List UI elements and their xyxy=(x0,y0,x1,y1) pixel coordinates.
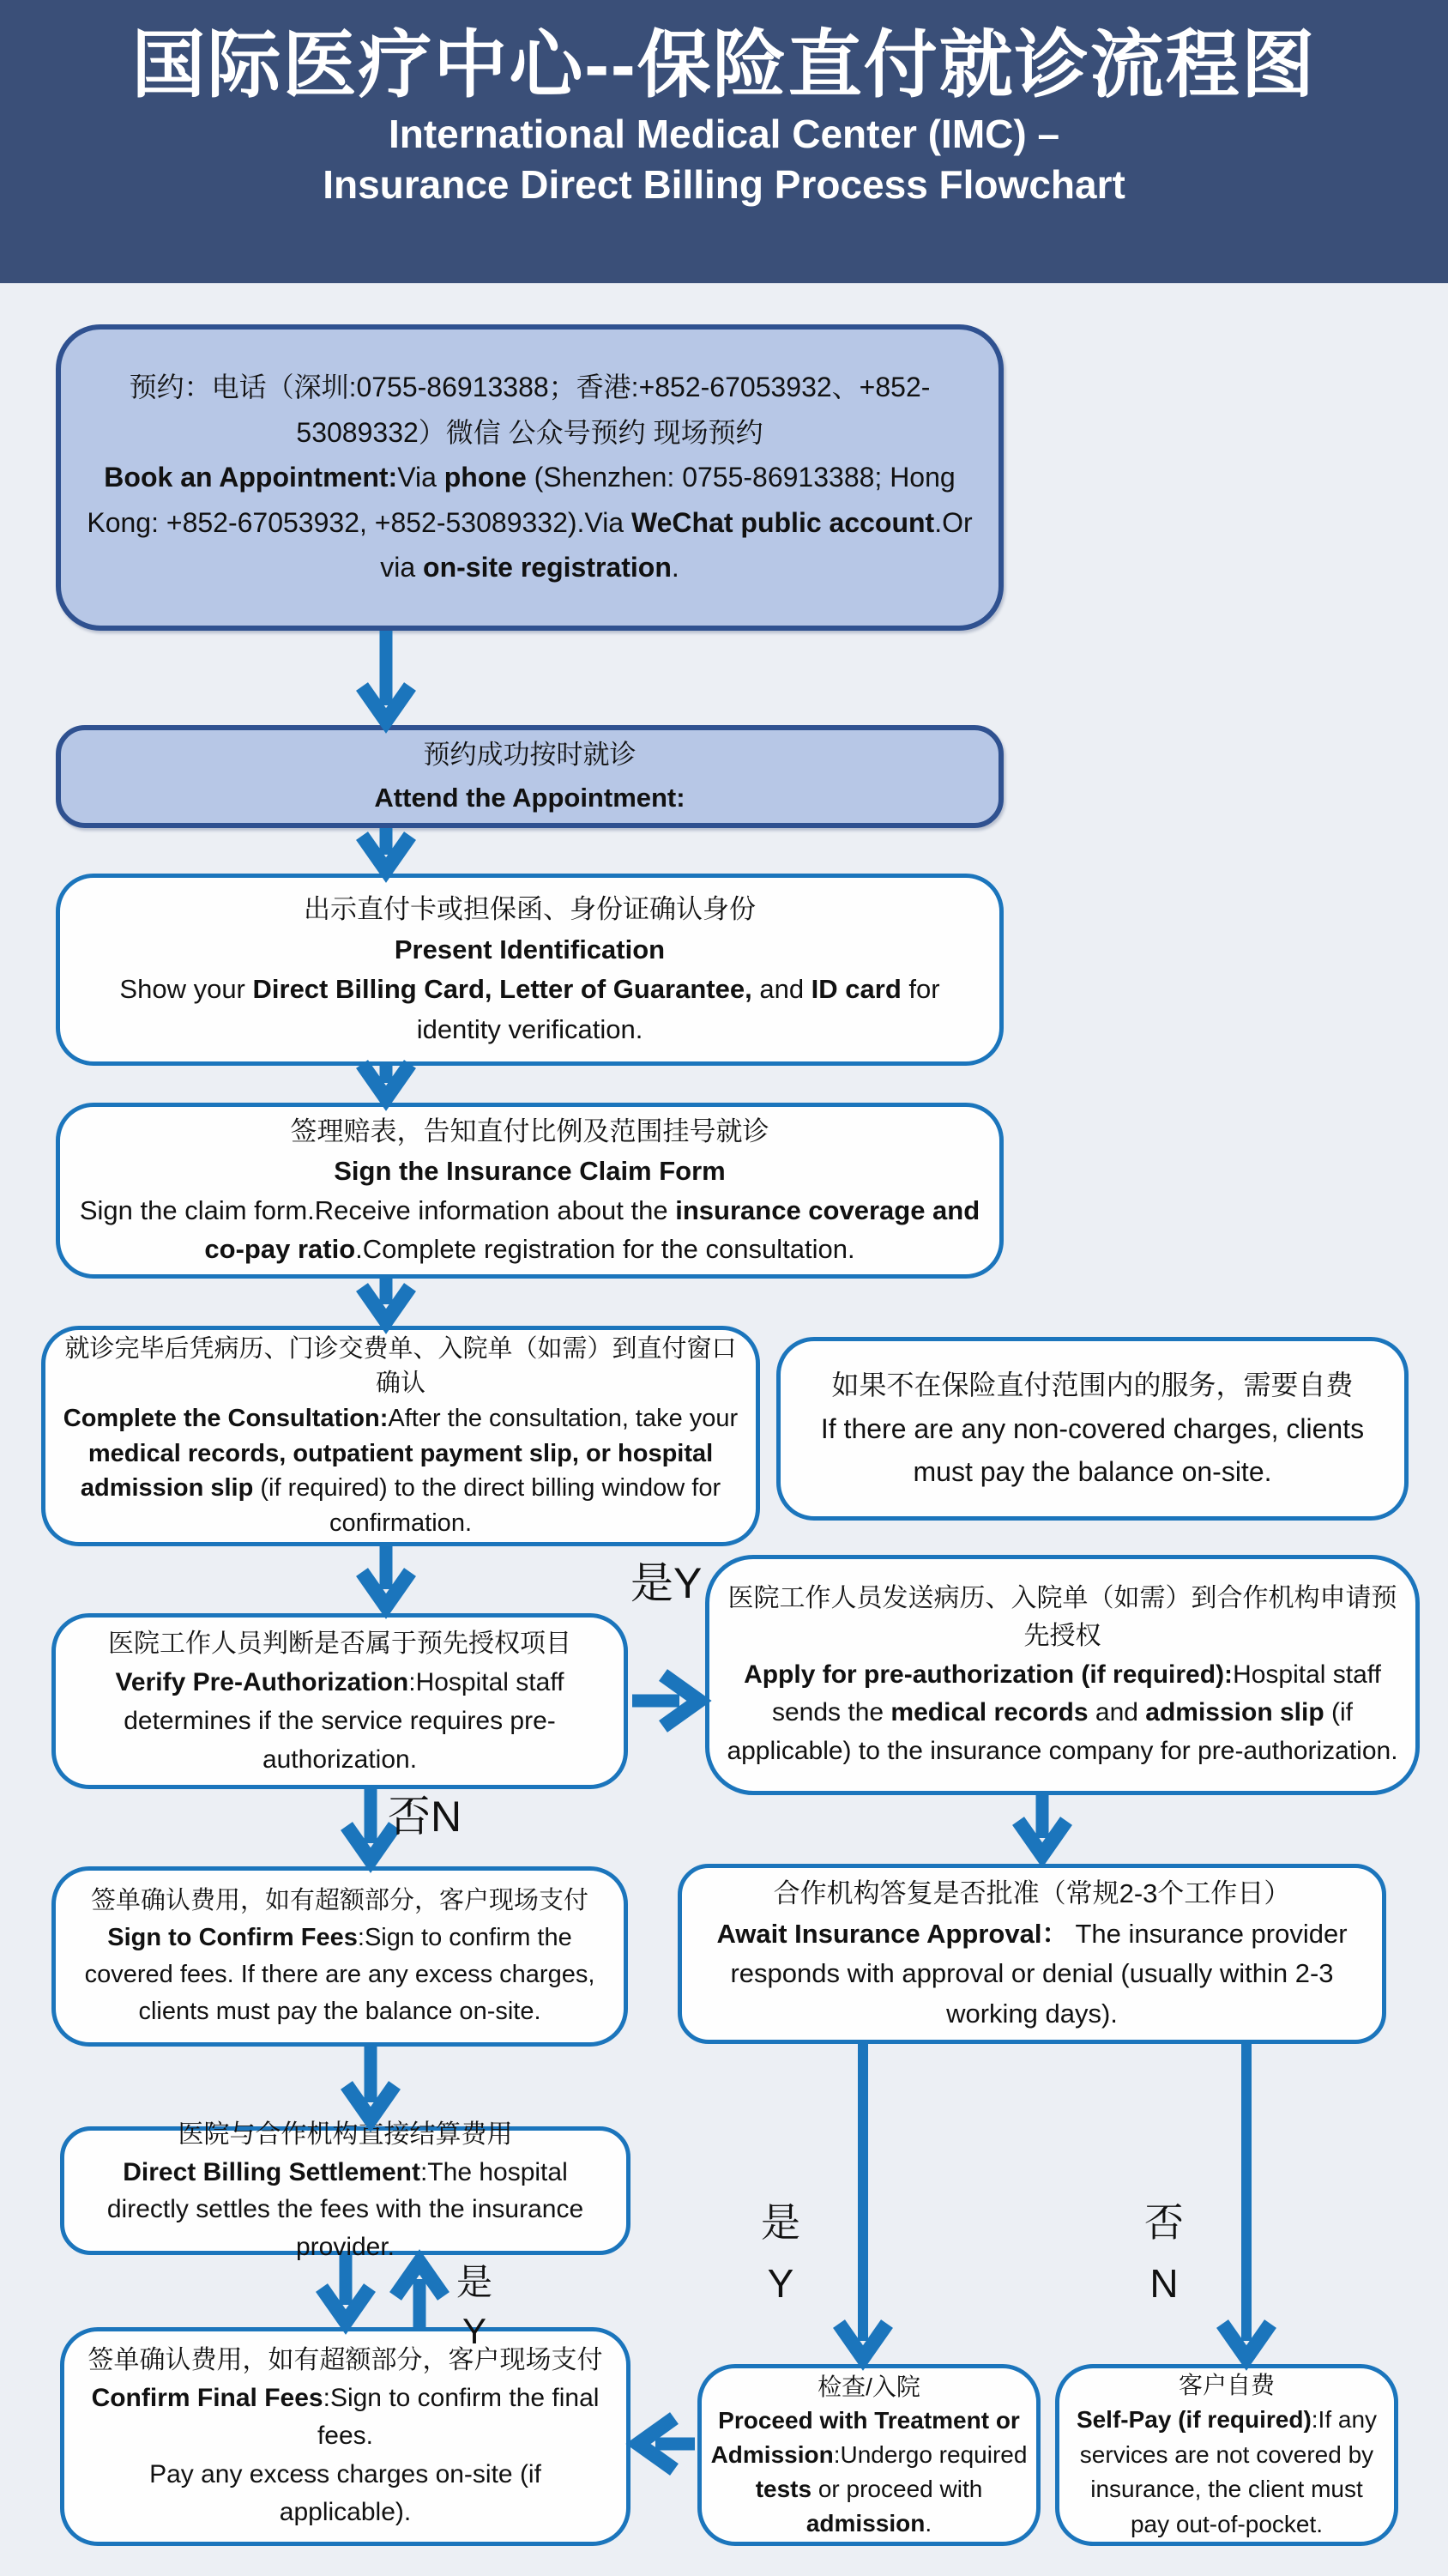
flow-box-verify-preauthorization xyxy=(51,1613,628,1789)
flow-box-sign-claim-form-text: 签理赔表，告知直付比例及范围挂号就诊 Sign the Insurance Claim Form Sign the claim form.Receive information about the insurance coverage and co-pay ratio.Complete registration for the consultation. xyxy=(79,1116,980,1265)
flow-box-sign-confirm-fees xyxy=(51,1866,628,2047)
label-approval-yes xyxy=(733,2192,828,2315)
flow-box-non-covered-note-text: 如果不在保险直付范围内的服务，需要自费 If there are any non-covered charges, clients must pay the balance on-site. xyxy=(820,1370,1365,1488)
label-approval-yes-en: Y xyxy=(767,2261,794,2307)
flow-box-direct-billing-settlement xyxy=(60,2120,630,2261)
arrow-verify-yes-right xyxy=(632,1675,699,1726)
arrow-signfees-to-settlement xyxy=(347,2047,395,2119)
arrow-await-yes-to-proceed xyxy=(839,2044,887,2358)
arrow-await-no-to-selfpay xyxy=(1222,2044,1270,2358)
label-approval-no-zh: 否 xyxy=(1144,2200,1184,2245)
flow-box-direct-billing-settlement-text: 医院与合作机构直接结算费用 Direct Billing Settlement:The hospital directly settles the fees with the insurance provider. xyxy=(106,2120,584,2261)
label-approval-no xyxy=(1117,2192,1211,2315)
flow-box-sign-confirm-fees-text: 签单确认费用，如有超额部分，客户现场支付 Sign to Confirm Fees:Sign to confirm the covered fees. If there are any excess charges, clients must pay the balance on-site. xyxy=(84,1887,595,2025)
flow-box-proceed-treatment-admission xyxy=(697,2364,1041,2546)
flow-box-attend-appointment-text: 预约成功按时就诊 Attend the Appointment: xyxy=(374,740,685,813)
arrow-attend-to-present xyxy=(362,828,410,870)
arrow-proceed-to-final-left xyxy=(638,2418,695,2470)
flow-box-sign-claim-form xyxy=(56,1103,1004,1279)
arrow-book-to-attend xyxy=(362,631,410,721)
label-approval-no-en: N xyxy=(1149,2261,1179,2307)
flow-box-self-pay xyxy=(1055,2364,1398,2546)
page-title-en-line2: Insurance Direct Billing Process Flowchart xyxy=(323,162,1125,208)
label-preauth-yes: 是Y xyxy=(630,1559,703,1607)
label-settlement-yes-zh: 是 xyxy=(456,2262,492,2302)
flow-box-present-identification-text: 出示直付卡或担保函、身份证确认身份 Present Identification Show your Direct Billing Card, Letter of Guarantee, and ID card for identity verification. xyxy=(119,894,940,1044)
flow-box-complete-consultation-text: 就诊完毕后凭病历、门诊交费单、入院单（如需）到直付窗口确认 Complete the Consultation:After the consultation, take your medical records, outpatient payment slip, or hospital admission slip (if required) to the direct billing window for confirmation. xyxy=(63,1334,739,1537)
flow-box-self-pay-text: 客户自费 Self-Pay (if required):If any services are not covered by insurance, the client must pay out-of-pocket. xyxy=(1076,2371,1378,2537)
header-banner xyxy=(0,0,1448,283)
flow-box-present-identification xyxy=(56,874,1004,1066)
label-settlement-yes-en: Y xyxy=(462,2310,486,2351)
arrow-apply-to-await xyxy=(1018,1795,1066,1855)
flow-box-verify-preauthorization-text: 医院工作人员判断是否属于预先授权项目 Verify Pre-Authorization:Hospital staff determines if the service requires pre-authorization. xyxy=(108,1629,571,1774)
flow-box-await-insurance-approval-text: 合作机构答复是否批准（常规2-3个工作日） Await Insurance Approval： The insurance provider responds with approval or denial (usually within 2-3 working days). xyxy=(716,1878,1348,2029)
label-approval-yes-zh: 是 xyxy=(761,2200,800,2245)
flow-box-await-insurance-approval xyxy=(678,1864,1386,2044)
flow-box-apply-preauthorization xyxy=(705,1555,1420,1795)
flow-box-book-appointment xyxy=(56,324,1004,631)
flow-box-non-covered-note xyxy=(776,1337,1409,1521)
page-title-zh: 国际医疗中心--保险直付就诊流程图 xyxy=(131,24,1317,106)
arrow-claim-to-complete xyxy=(362,1279,410,1321)
arrow-complete-to-verify xyxy=(362,1546,410,1606)
label-settlement-yes xyxy=(436,2259,513,2355)
flow-box-proceed-treatment-admission-text: 检查/入院 Proceed with Treatment or Admission:Undergo required tests or proceed with admission. xyxy=(710,2373,1028,2537)
flow-box-confirm-final-fees-text: 签单确认费用，如有超额部分，客户现场支付 Confirm Final Fees:Sign to confirm the final fees. Pay any excess charges on-site (if applicable). xyxy=(87,2345,603,2527)
flow-box-complete-consultation xyxy=(41,1326,760,1546)
label-preauth-no: 否N xyxy=(388,1793,462,1841)
flow-box-confirm-final-fees xyxy=(60,2327,630,2546)
flow-box-apply-preauthorization-text: 医院工作人员发送病历、入院单（如需）到合作机构申请预先授权 Apply for pre-authorization (if required):Hospital staff sends the medical records and admission slip (if applicable) to the insurance company for pre-authorization. xyxy=(727,1584,1398,1765)
flow-box-book-appointment-text: 预约：电话（深圳:0755-86913388；香港:+852-67053932、+852-53089332）微信 公众号预约 现场预约 Book an Appointment:Via phone (Shenzhen: 0755-86913388; Hong Kong: +852-67053932, +852-53089332).Via WeChat public account.Or via on-site registration. xyxy=(87,372,973,584)
flow-box-attend-appointment xyxy=(56,725,1004,828)
arrow-present-to-claim xyxy=(362,1064,410,1098)
page-title-en-line1: International Medical Center (IMC) – xyxy=(388,112,1060,157)
